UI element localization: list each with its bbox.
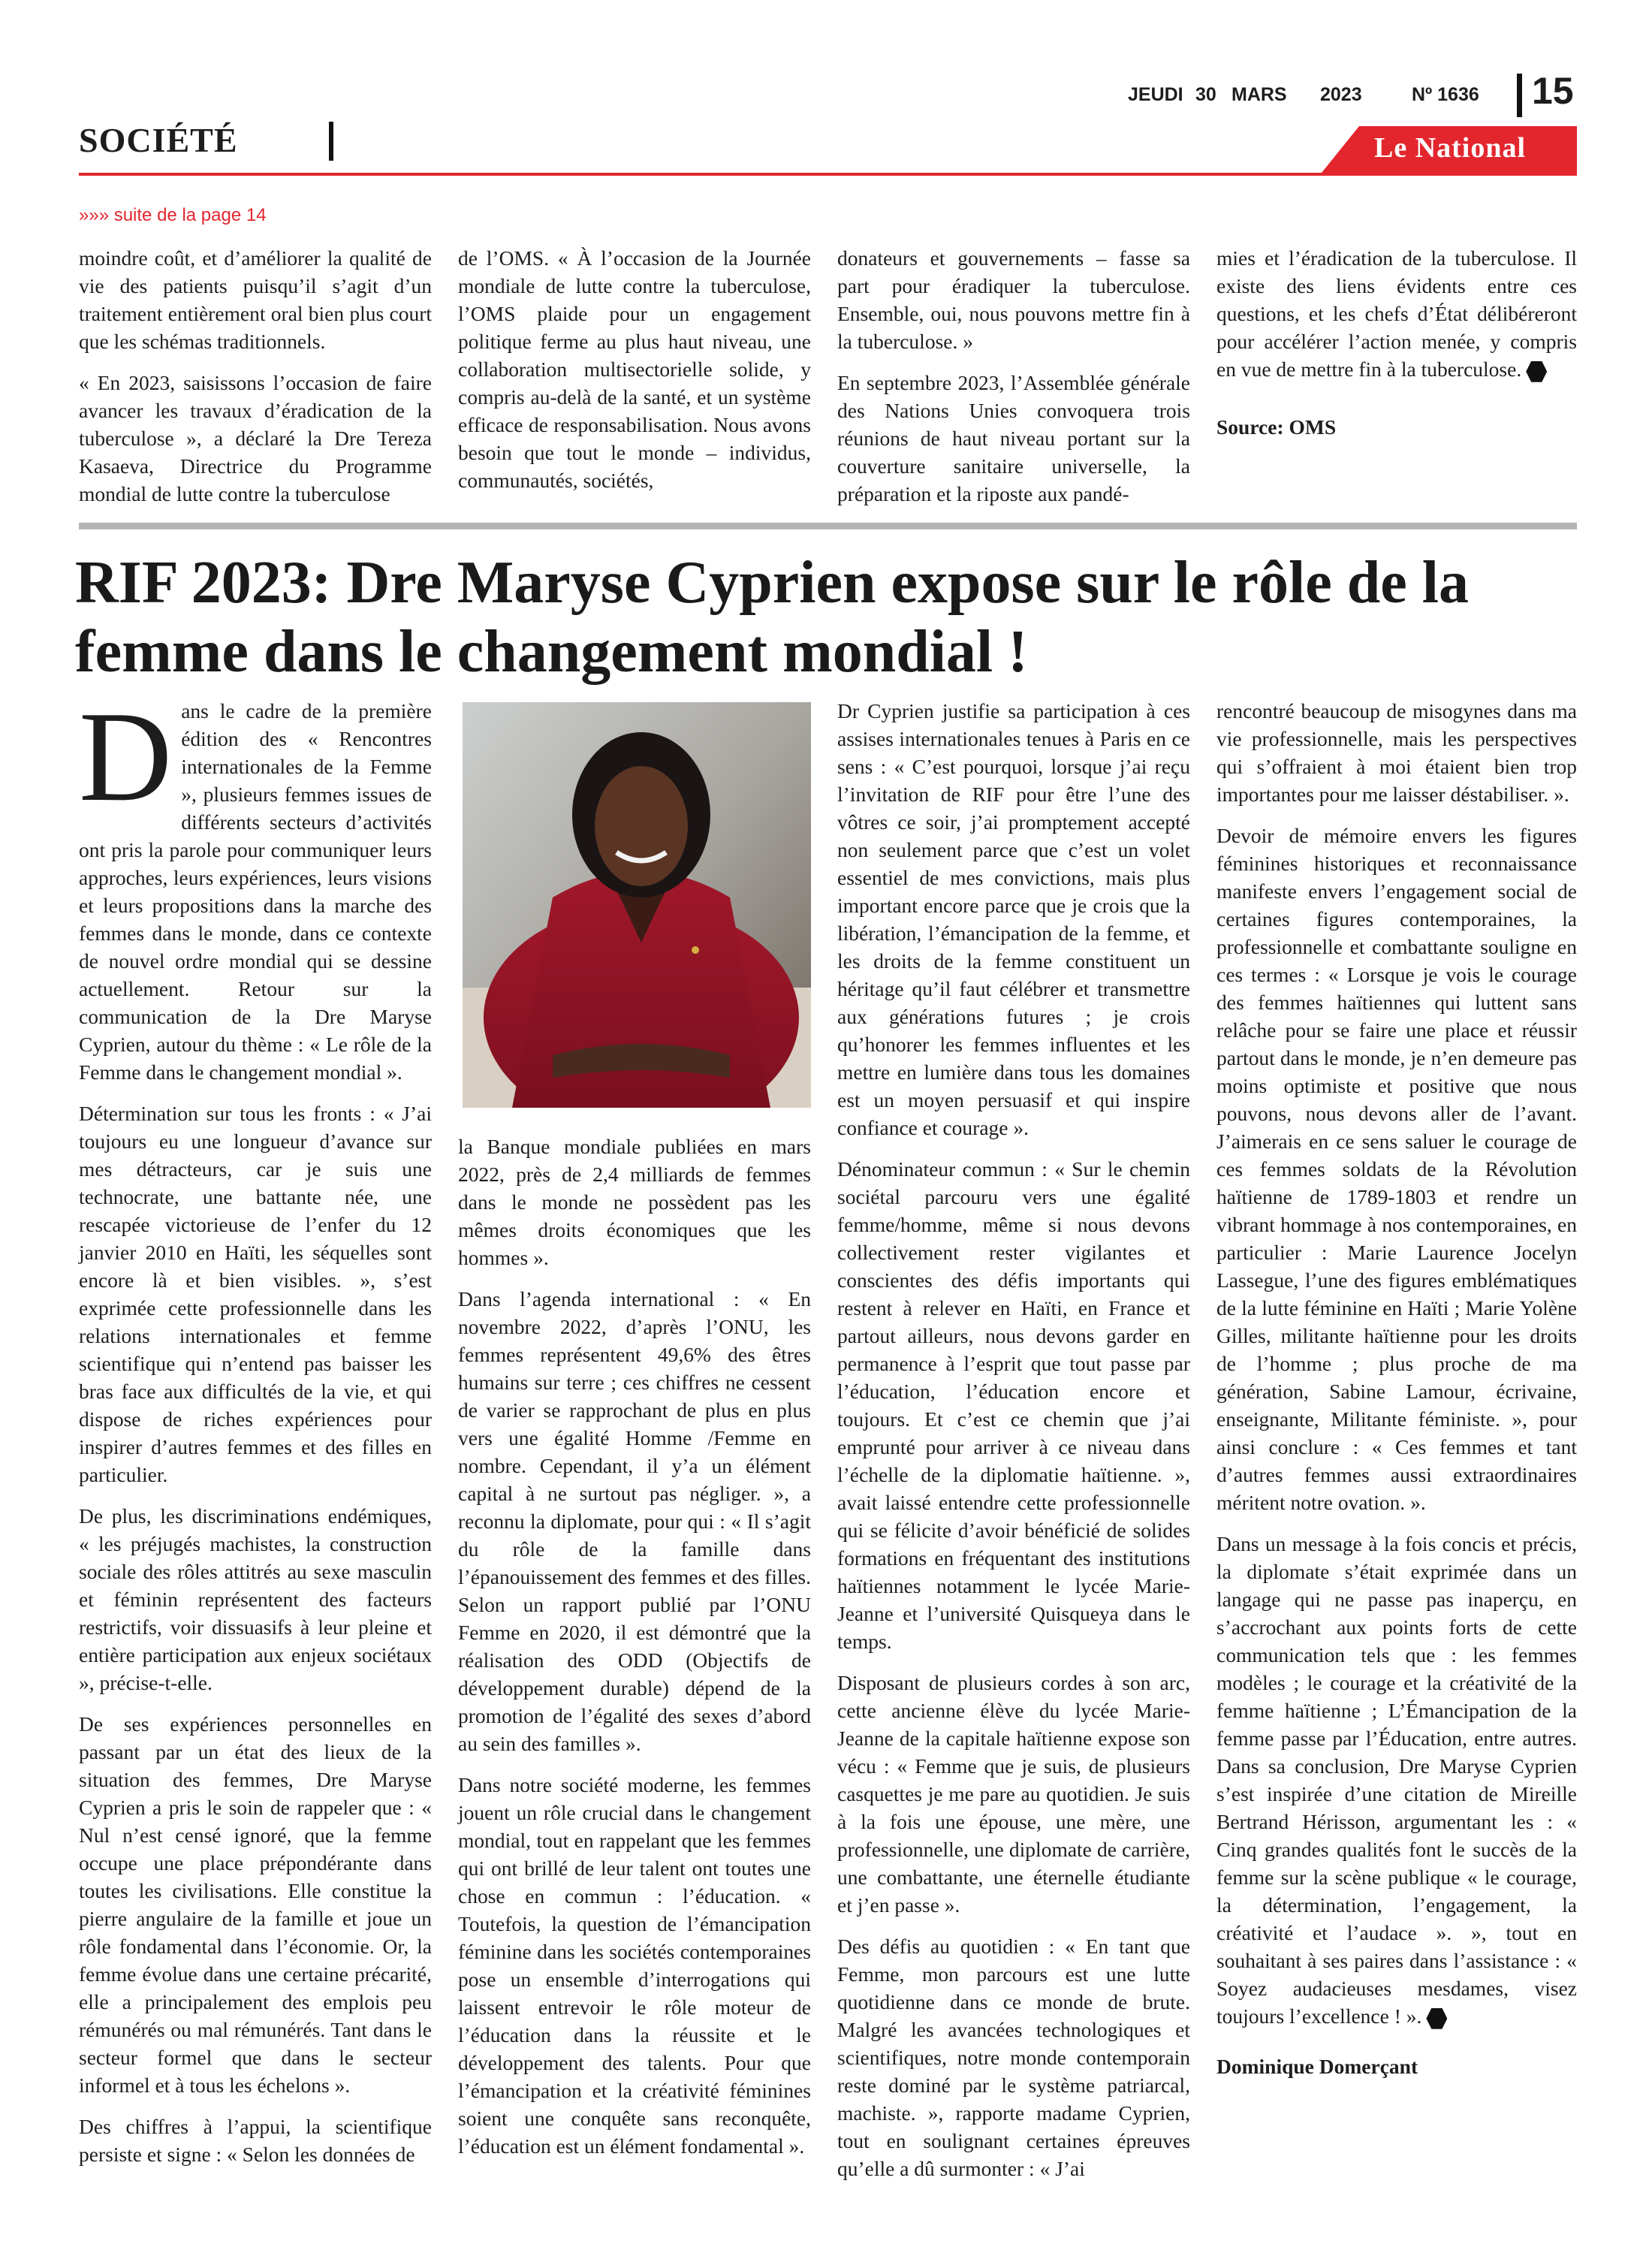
paragraph: Détermination sur tous les fronts : « J’ai toujours eu une longueur d’avance sur mes détracteurs, car je suis une technocrate, une battante née, une rescapée victorieuse de l’enfer du 12 janvier 2010 en Haïti, les séquelles sont encore là et bien visibles. », s’est exprimée cette professionnelle dans les relations internationales et femme scientifique qui n’entend pas baisser les bras face aux difficultés de la vie, et qui dispose de riches expériences pour inspirer d’autres femmes et des filles en particulier.: [79, 1102, 432, 1486]
paragraph: moindre coût, et d’améliorer la qualité de vie des patients puisqu’il s’agit d’un traitement entièrement oral bien plus court que les schémas traditionnels.: [79, 246, 432, 353]
paragraph: [79, 686, 432, 1086]
section-title: SOCIÉTÉ: [79, 121, 238, 159]
issue-number: Nº 1636: [1412, 84, 1479, 105]
drop-cap: D: [79, 686, 173, 828]
top-article-col-3: [837, 244, 1190, 521]
dateline-date: 30: [1195, 84, 1216, 105]
brand-name: Le National: [1374, 132, 1527, 164]
paragraph: De ses expériences personnelles en passant par un état des lieux de la situation des femmes, Dre Maryse Cyprien a pris le soin de rappeler que : « Nul n’est censé ignoré, que la femme occupe une place prépondérante dans toutes les civilisations. Elle constitue la pierre angulaire de la famille et joue un rôle fondamental dans l’économie. Or, la femme évolue dans une certaine précarité, elle a principalement des emplois peu rémunérés ou mal rémunérés. Tant dans le secteur formel que dans le secteur informel et à tous les échelons ».: [79, 1712, 432, 2097]
paragraph-text: Dans un message à la fois concis et précis, la diplomate s’était exprimée dans un langage qui ne passe pas inaperçu, en s’accrochant aux points forts de cette communication tels que : les femmes modèles ; le courage et la créativité de la femme haïtienne ; L’Émancipation de la femme passe par l’Éducation, entre autres. Dans sa conclusion, Dre Maryse Cyprien s’est inspirée d’une citation de Mireille Bertrand Hérisson, argumentant les : « Cinq grandes qualités font le succès de la femme sur la scène publique « le courage, la détermination, l’engagement, la créativité et l’audace ». », tout en souhaitant à ses paires dans l’assistance : « Soyez audacieuses mesdames, visez toujours l’excellence ! ».: [1216, 1532, 1577, 2028]
article-source: Source: OMS: [1216, 415, 1337, 439]
paragraph: la Banque mondiale publiées en mars 2022, près de 2,4 milliards de femmes dans le monde ne possèdent pas les mêmes droits économiques que les hommes ».: [458, 1135, 811, 1269]
paragraph: [1216, 244, 1577, 383]
paragraph: [1216, 1530, 1577, 2030]
paragraph: Dans l’agenda international : « En novembre 2022, d’après l’ONU, les femmes représentent 49,6% des êtres humains sur terre ; ces chiffres ne cessent de varier se rapprochant de plus en plus vers une égalité Homme /Femme en nombre. Cependant, il y’a un élément capital à ne surtout pas négliger. », a reconnu la diplomate, pour qui : « Il s’agit du rôle de la famille dans l’épanouissement des femmes et des filles. Selon un rapport publié par l’ONU Femme en 2020, il est démontré que la réalisation des ODD (Objectifs de développement durable) dépend de la promotion de l’égalité des sexes d’abord au sein des familles ».: [458, 1287, 811, 1755]
main-article-col-3: [837, 697, 1190, 2196]
paragraph: De plus, les discriminations endémiques, « les préjugés machistes, la construction sociale des rôles attitrés au sexe masculin et féminin représentent des facteurs restrictifs, voir dissuasifs à leur pleine et entière participation aux enjeux sociétaux », précise-t-elle.: [79, 1504, 432, 1694]
main-article-col-4: [1216, 697, 1577, 2094]
paragraph: Des défis au quotidien : « En tant que Femme, mon parcours est une lutte quotidienne dans ce monde de brute. Malgré les avancées technologiques et scientifiques, notre monde contemporain reste dominé par le système patriarcal, machiste. », rapporte madame Cyprien, tout en soulignant certaines épreuves qu’elle a dû surmonter : « J’ai: [837, 1935, 1190, 2180]
dateline-month: MARS: [1231, 84, 1287, 105]
main-article-col-2: [458, 1133, 811, 2173]
section-divider: [329, 122, 333, 161]
paragraph: Des chiffres à l’appui, la scientifique persiste et signe : « Selon les données de: [79, 2115, 432, 2166]
paragraph: Disposant de plusieurs cordes à son arc, cette ancienne élève du lycée Marie-Jeanne de la capitale haïtienne expose son vécu : « Femme que je suis, de plusieurs casquettes je me pare au quotidien. Je suis à la fois une épouse, une mère, une professionnelle, une diplomate de carrière, une combattante, une éternelle étudiante et j’en passe ».: [837, 1671, 1190, 1917]
top-article-col-2: [458, 244, 811, 508]
page-number: 15: [1532, 70, 1574, 112]
dateline-day: JEUDI: [1128, 84, 1183, 105]
top-article-col-1: [79, 244, 432, 521]
paragraph: donateurs et gouvernements – fasse sa part pour éradiquer la tuberculose. Ensemble, oui, nous pouvons mettre fin à la tuberculose. »: [837, 246, 1190, 353]
paragraph: Dénominateur commun : « Sur le chemin sociétal parcouru vers une égalité femme/homme, même si nous devons collectivement rester vigilantes et conscientes des défis importants qui restent à relever en Haïti, en France et partout ailleurs, nous devons garder en permanence à l’esprit que tout passe par l’éducation, l’éducation encore et toujours. Et c’est ce chemin que j’ai emprunté pour arriver à ce niveau dans l’échelle de la diplomatie haïtienne. », avait laissé entendre cette professionnelle qui se félicite d’avoir bénéficié de solides formations en fréquentant des institutions haïtiennes notamment le lycée Marie-Jeanne et l’université Quisqueya dans le temps.: [837, 1157, 1190, 1653]
paragraph: Dr Cyprien justifie sa participation à ces assises internationales tenues à Paris en ce sens : « C’est pourquoi, lorsque j’ai reçu l’invitation de RIF pour être l’une des vôtres ce soir, j’ai promptement accepté non seulement parce que c’est un volet essentiel de mes convictions, mais plus important encore parce que je crois que la libération, l’émancipation de la femme, et les droits de la femme constituent un héritage qu’il faut célébrer et transmettre aux générations futures ; je crois qu’honorer les femmes influentes et les mettre en lumière dans tous les domaines est un moyen persuasif et qui inspire confiance et courage ».: [837, 699, 1190, 1139]
continued-from-label: »»» suite de la page 14: [79, 205, 267, 225]
paragraph: Dans notre société moderne, les femmes jouent un rôle crucial dans le changement mondial, tout en rappelant que les femmes qui ont brillé de leur talent ont toutes une chose en commun : l’éducation. « Toutefois, la question de l’émancipation féminine dans les sociétés contemporaines pose un ensemble d’interrogations qui laissent entrevoir le rôle moteur de l’éducation dans la réussite et le développement des talents. Pour que l’émancipation et la créativité féminines soient une conquête sans reconquête, l’éducation est un élément fondamental ».: [458, 1773, 811, 2158]
paragraph: En septembre 2023, l’Assemblée générale des Nations Unies convoquera trois réunions de haut niveau portant sur la couverture sanitaire universelle, la préparation et la riposte aux pandé-: [837, 371, 1190, 505]
main-article-col-1: [79, 686, 432, 2182]
headline: RIF 2023: Dre Maryse Cyprien expose sur le rôle de la femme dans le changement mondial !: [75, 550, 1469, 685]
paragraph-text: mies et l’éradication de la tuberculose. Il existe des liens évidents entre ces questions, et les chefs d’État délibéreront pour accélérer l’action menée, y compris en vue de mettre fin à la tuberculose.: [1216, 246, 1577, 381]
author-byline: Dominique Domerçant: [1216, 2055, 1418, 2078]
article-divider: [79, 523, 1577, 529]
header-rule: [79, 173, 1577, 176]
article-photo: [463, 702, 811, 1108]
end-of-article-icon: [1526, 361, 1547, 382]
paragraph: « En 2023, saisissons l’occasion de faire avancer les travaux d’éradication de la tuberculose », a déclaré la Dre Tereza Kasaeva, Directrice du Programme mondial de lutte contre la tuberculose: [79, 371, 432, 505]
paragraph: de l’OMS. « À l’occasion de la Journée mondiale de lutte contre la tuberculose, l’OMS plaide pour un engagement politique ferme au plus haut niveau, une collaboration multisectorielle solide, y compris au-delà de la santé, et un système efficace de responsabilisation. Nous avons besoin que tout le monde – individus, communautés, sociétés,: [458, 246, 811, 492]
dateline-year: 2023: [1320, 84, 1362, 105]
end-of-article-icon: [1426, 2008, 1447, 2029]
page-number-divider: [1517, 74, 1522, 117]
paragraph: rencontré beaucoup de misogynes dans ma vie professionnelle, mais les perspectives qui s’offraient à moi étaient bien trop importantes pour me laisser déstabiliser. ».: [1216, 699, 1577, 806]
paragraph: Devoir de mémoire envers les figures féminines historiques et reconnaissance manifeste envers l’engagement social de certaines figures contemporaines, la professionnelle et combattante souligne en ces termes : « Lorsque je vois le courage des femmes haïtiennes qui luttent sans relâche pour se faire une place et réussir partout dans le monde, je n’en demeure pas moins optimiste et positive que nous pouvons, nous devons aller de l’avant. J’aimerais en ce sens saluer le courage de ces femmes soldats de la Révolution haïtienne de 1789-1803 et rendre un vibrant hommage à nos contemporaines, en particulier : Marie Laurence Jocelyn Lassegue, l’une des figures emblématiques de la lutte féminine en Haïti ; Marie Yolène Gilles, militante haïtienne pour les droits de l’homme ; plus proche de ma génération, Sabine Lamour, écrivaine, enseignante, Militante féministe. », pour ainsi conclure : « Ces femmes et tant d’autres femmes aussi extraordinaires méritent notre ovation. ».: [1216, 824, 1577, 1514]
top-article-col-4: [1216, 244, 1577, 454]
paragraph-text: ans le cadre de la première édition des « Rencontres internationales de la Femme », plusieurs femmes issues de différents secteurs d’activités ont pris la parole pour communiquer leurs approches, leurs expériences, leurs visions et leurs propositions dans la marche des femmes dans le monde, dans ce contexte de nouvel ordre mondial qui se dessine actuellement. Retour sur la communication de la Dre Maryse Cyprien, autour du thème : « Le rôle de la Femme dans le changement mondial ».: [79, 699, 432, 1084]
